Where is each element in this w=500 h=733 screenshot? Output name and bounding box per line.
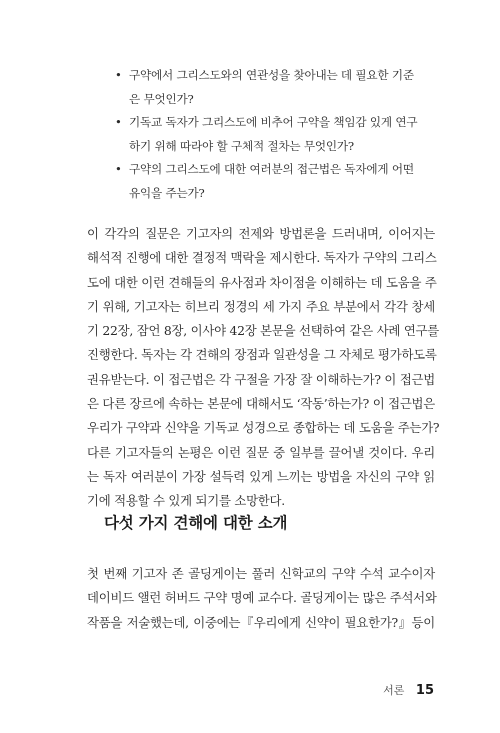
- body-paragraph: [87, 222, 440, 514]
- section-heading: 다섯 가지 견해에 대한 소개: [104, 514, 288, 532]
- paragraph-line: 진행한다. 독자는 각 견해의 장점과 일관성을 그 자체로 평가하도록: [87, 347, 437, 363]
- list-item-line: 하기 위해 따라야 할 구체적 절차는 무엇인가?: [129, 138, 354, 153]
- body-paragraph: [87, 562, 435, 635]
- paragraph-line: 도에 대한 이런 견해들의 유사점과 차이점을 이해하는 데 도움을 주: [87, 274, 437, 290]
- bullet-icon: •: [115, 162, 122, 176]
- paragraph-line: 기 22장, 잠언 8장, 이사야 42장 본문을 선택하여 같은 사례 연구를: [87, 323, 439, 339]
- list-item-line: 은 무엇인가?: [129, 91, 194, 106]
- list-item: [115, 64, 435, 111]
- page-number: 15: [415, 683, 434, 698]
- paragraph-line: 는 독자 여러분이 가장 설득력 있게 느끼는 방법을 자신의 구약 읽: [87, 468, 435, 484]
- list-item-line: 기독교 독자가 그리스도에 비추어 구약을 책임감 있게 연구: [129, 115, 418, 129]
- list-item: [115, 158, 435, 205]
- question-list: [115, 64, 435, 205]
- paragraph-line: 은 다른 장르에 속하는 본문에 대해서도 ‘작동’하는가? 이 접근법은: [87, 396, 435, 412]
- paragraph-line: 이 각각의 질문은 기고자의 전제와 방법론을 드러내며, 이어지는: [87, 226, 435, 241]
- paragraph-line: 권유받는다. 이 접근법은 각 구절을 가장 잘 이해하는가? 이 접근법: [87, 371, 435, 387]
- list-item-line: 구약의 그리스도에 대한 여러분의 접근법은 독자에게 어떤: [129, 162, 414, 176]
- paragraph-line: 해석적 진행에 대한 결정적 맥락을 제시한다. 독자가 구약의 그리스: [87, 250, 437, 266]
- page-footer: [383, 682, 434, 698]
- paragraph-line: 우리가 구약과 신약을 기독교 성경으로 종합하는 데 도움을 주는가?: [87, 420, 440, 436]
- paragraph-line: 데이비드 앨런 허버드 구약 명예 교수다. 골딩게이는 많은 주석서와: [87, 590, 437, 606]
- bullet-icon: •: [115, 115, 122, 129]
- paragraph-line: 첫 번째 기고자 존 골딩게이는 풀러 신학교의 구약 수석 교수이자: [87, 566, 435, 581]
- list-item: [115, 111, 435, 158]
- paragraph-line: 다른 기고자들의 논평은 이런 질문 중 일부를 끌어낼 것이다. 우리: [87, 444, 435, 460]
- paragraph-line: 기에 적용할 수 있게 되기를 소망한다.: [87, 493, 285, 509]
- paragraph-line: 작품을 저술했는데, 이중에는『우리에게 신약이 필요한가?』등이: [87, 614, 435, 630]
- paragraph-line: 기 위해, 기고자는 히브리 정경의 세 가지 주요 부분에서 각각 창세: [87, 298, 435, 314]
- list-item-line: 구약에서 그리스도와의 연관성을 찾아내는 데 필요한 기준: [129, 68, 414, 82]
- bullet-icon: •: [115, 68, 122, 82]
- list-item-line: 유익을 주는가?: [129, 185, 205, 200]
- running-section-title: 서론: [383, 684, 405, 697]
